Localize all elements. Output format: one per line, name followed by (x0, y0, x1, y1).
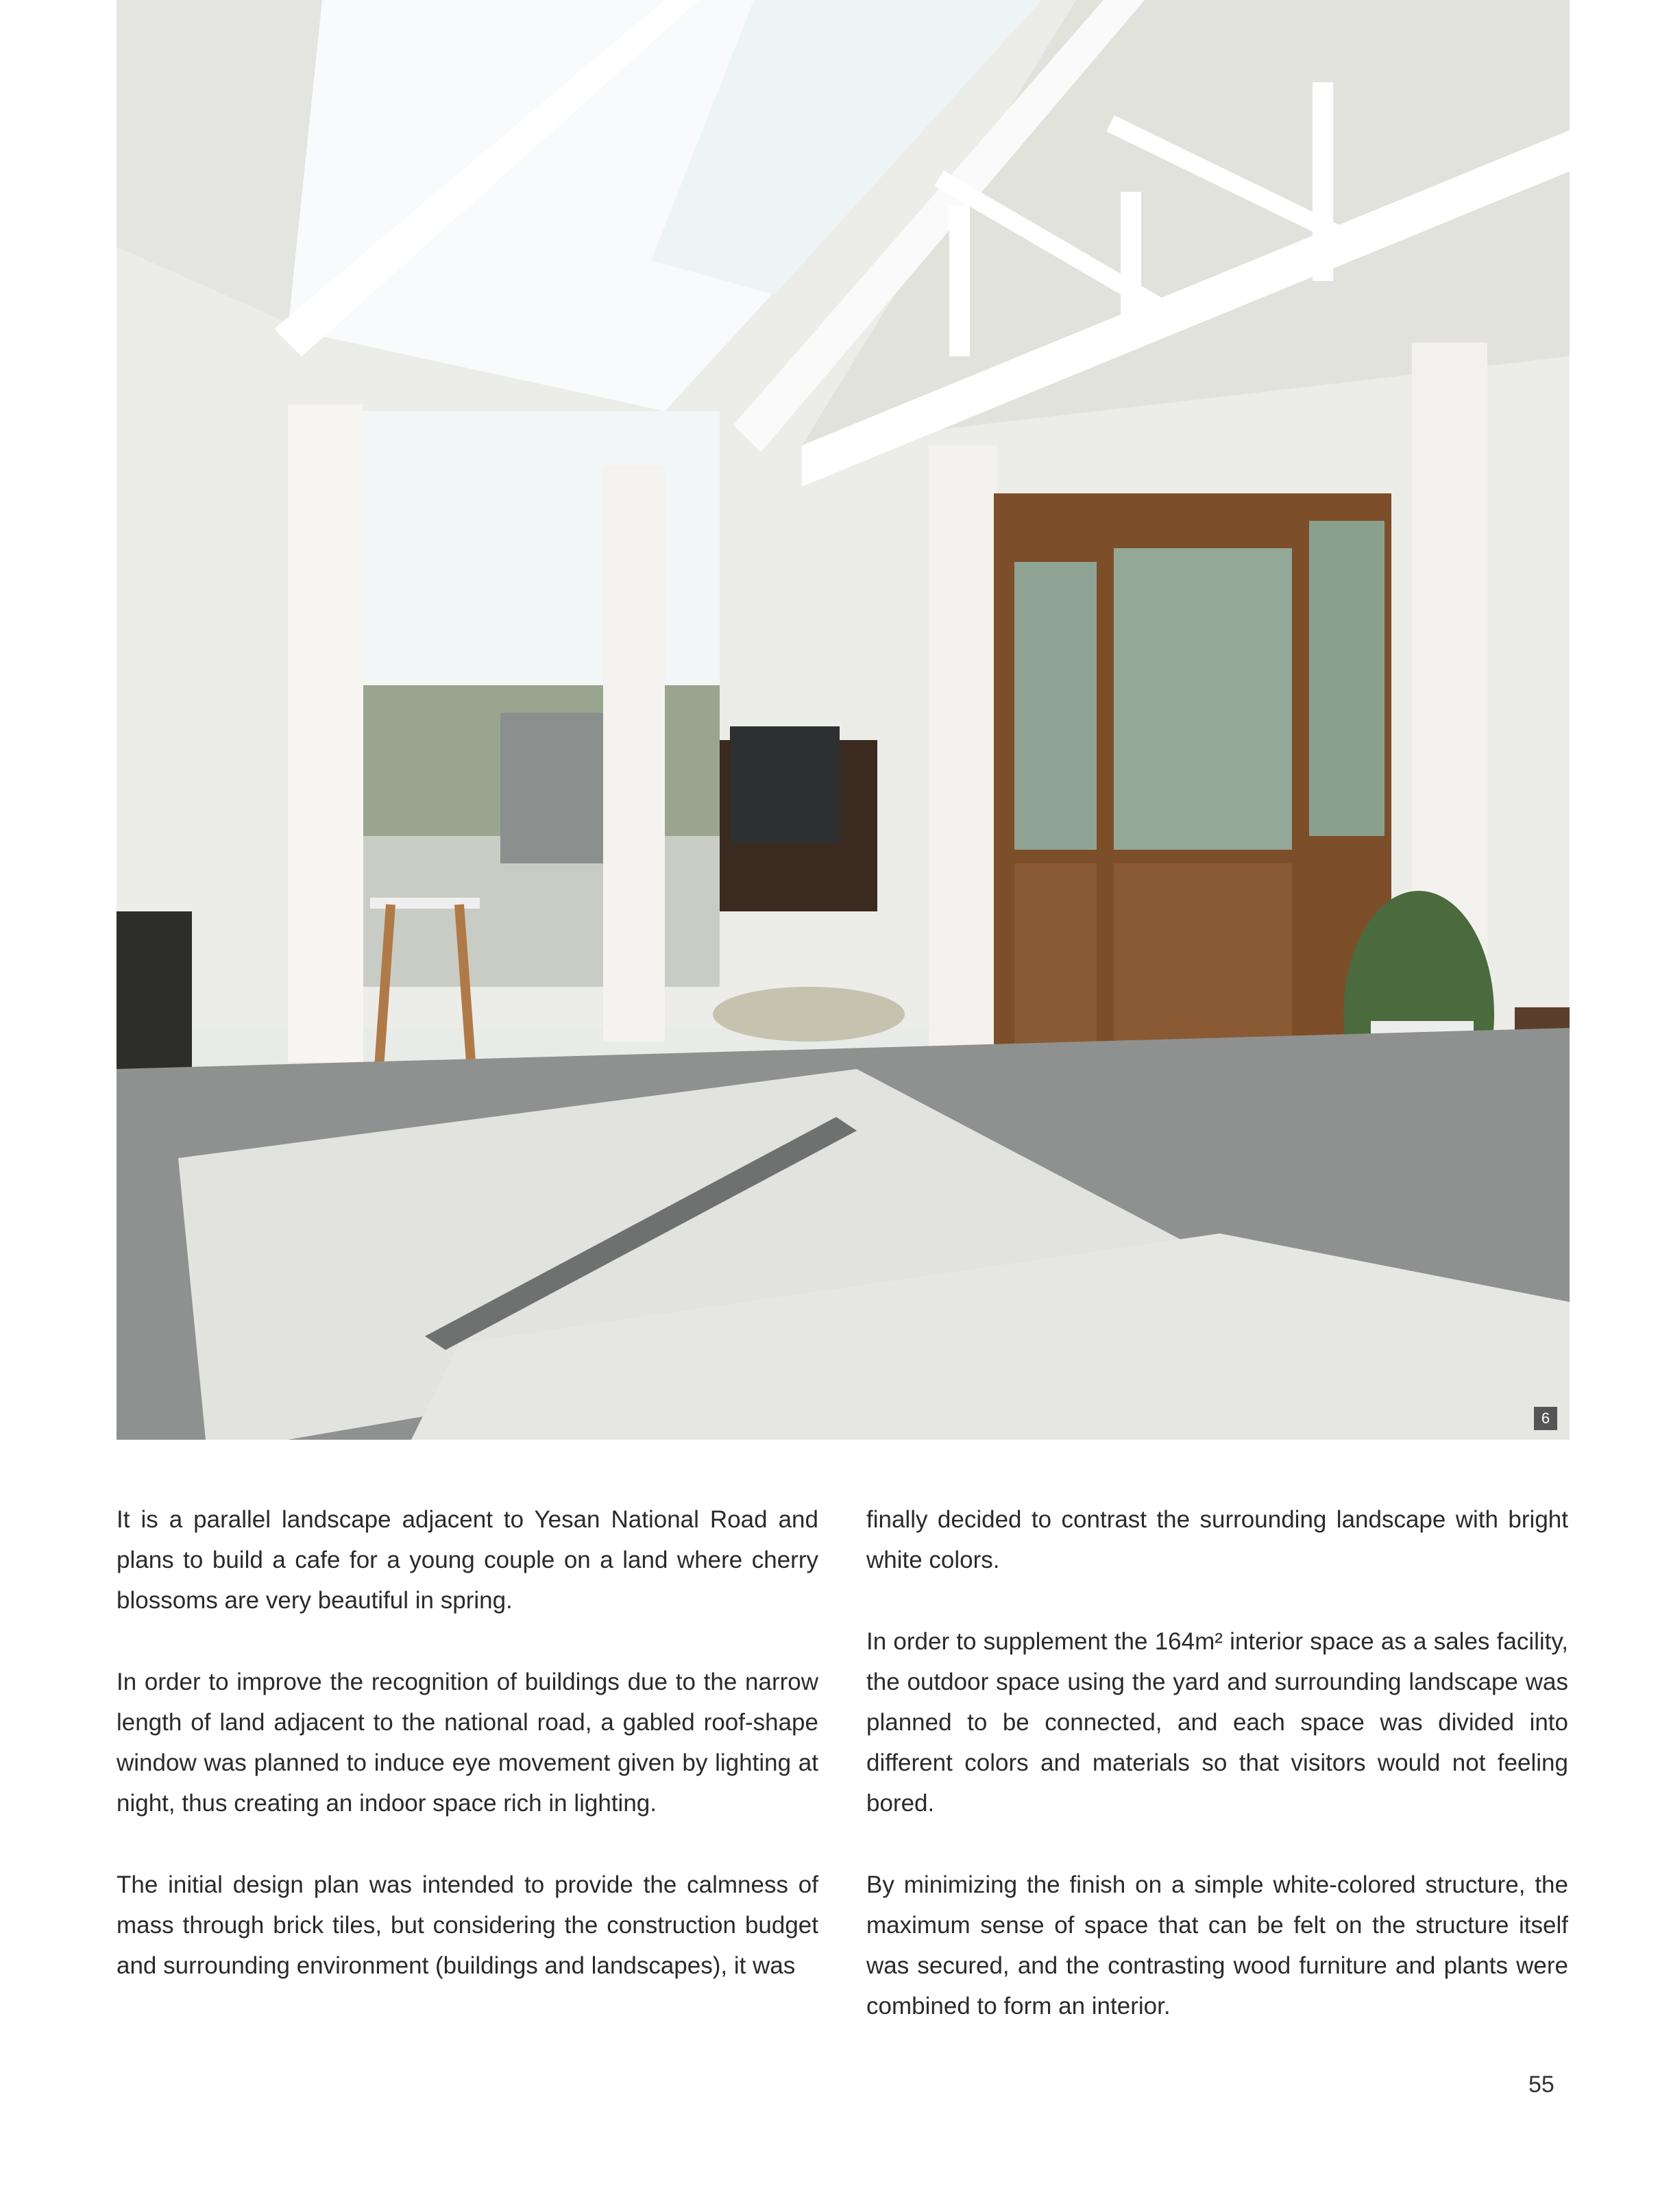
page-number: 55 (1528, 2072, 1554, 2098)
paragraph: The initial design plan was intended to provide the calmness of mass through brick tiles, but considering the construction budget and surrounding environment (buildings and landscapes), it was (117, 1871, 818, 1979)
paragraph: finally decided to contrast the surrounding landscape with bright white colors. (866, 1506, 1568, 1573)
interior-illustration (117, 0, 1570, 1440)
body-text-right-column (866, 1499, 1568, 2067)
body-text-left-column (117, 1499, 818, 2027)
paragraph: In order to improve the recognition of buildings due to the narrow length of land adjacent to the national road, a gabled roof-shape window was planned to induce eye movement given by lighting at night, thus creating an indoor space rich in lighting. (117, 1669, 818, 1817)
paragraph: It is a parallel landscape adjacent to Yesan National Road and plans to build a cafe for a young couple on a land where cherry blossoms are very beautiful in spring. (117, 1506, 818, 1614)
figure-number-badge: 6 (1534, 1407, 1557, 1430)
paragraph: By minimizing the finish on a simple white-colored structure, the maximum sense of space that can be felt on the structure itself was secured, and the contrasting wood furniture and plants were combined to form an interior. (866, 1871, 1568, 2019)
paragraph: In order to supplement the 164m² interior space as a sales facility, the outdoor space using the yard and surrounding landscape was planned to be connected, and each space was divided into different colors and materials so that visitors would not feeling bored. (866, 1628, 1568, 1817)
interior-photo (117, 0, 1570, 1440)
